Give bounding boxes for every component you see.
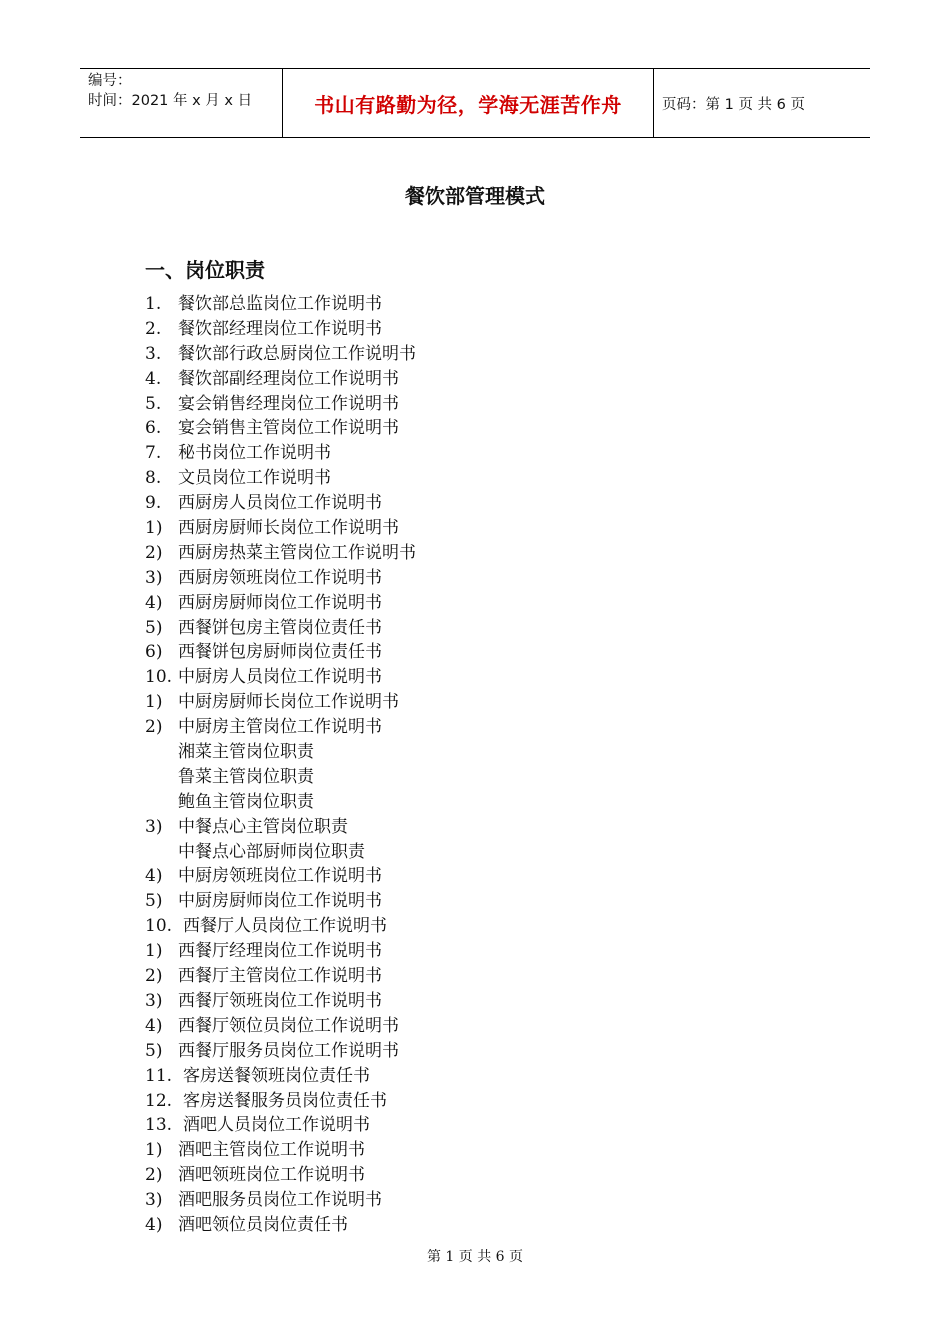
list-item-text: 西厨房热菜主管岗位工作说明书 bbox=[178, 542, 416, 563]
list-item-text: 西餐饼包房厨师岗位责任书 bbox=[178, 642, 382, 663]
list-item-number: 8. bbox=[145, 468, 162, 489]
list-item-number: 10. bbox=[145, 916, 173, 937]
list-item-text: 西餐饼包房主管岗位责任书 bbox=[178, 617, 382, 638]
list-item-number: 7. bbox=[145, 443, 162, 464]
header-motto: 书山有路勤为径，学海无涯苦作舟 bbox=[283, 69, 654, 137]
list-item-text: 西餐厅主管岗位工作说明书 bbox=[178, 966, 382, 987]
list-item-number: 11. bbox=[145, 1065, 173, 1086]
list-item-text: 西厨房领班岗位工作说明书 bbox=[178, 567, 382, 588]
list-item-number: 1. bbox=[145, 294, 162, 314]
list-item-text: 鲁菜主管岗位职责 bbox=[178, 766, 314, 787]
list-item-text: 酒吧主管岗位工作说明书 bbox=[178, 1140, 365, 1161]
list-item-number: 4) bbox=[145, 1214, 163, 1235]
list-item-number: 1) bbox=[145, 518, 163, 539]
list-item-number: 3) bbox=[145, 1190, 163, 1211]
list-item-number: 3. bbox=[145, 343, 162, 364]
list-item-number: 3) bbox=[145, 567, 163, 588]
date-label: 时间：2021 年 x 月 x 日 bbox=[88, 93, 253, 109]
list-item-text: 西厨房厨师岗位工作说明书 bbox=[178, 592, 382, 613]
document-title: 餐饮部管理模式 bbox=[405, 184, 545, 208]
list-item-number: 6) bbox=[145, 642, 163, 663]
list-item-text: 中厨房主管岗位工作说明书 bbox=[178, 717, 382, 738]
list-item-number: 3) bbox=[145, 990, 163, 1011]
list-item-text: 鲍鱼主管岗位职责 bbox=[178, 791, 314, 812]
list-item-number: 2) bbox=[145, 966, 163, 987]
list-item-text: 中餐点心部厨师岗位职责 bbox=[178, 841, 365, 862]
list-item-text: 西厨房厨师长岗位工作说明书 bbox=[178, 518, 399, 539]
list-item-number: 5. bbox=[145, 393, 162, 414]
list-item-text: 客房送餐领班岗位责任书 bbox=[183, 1065, 370, 1086]
list-item-number: 6. bbox=[145, 418, 162, 439]
list-item-text: 酒吧领位员岗位责任书 bbox=[178, 1214, 348, 1235]
section-title: 一、岗位职责 bbox=[145, 258, 265, 282]
list-item-text: 文员岗位工作说明书 bbox=[178, 468, 331, 489]
list-item-text: 西厨房人员岗位工作说明书 bbox=[178, 493, 382, 514]
list-item-number: 5) bbox=[145, 891, 163, 912]
list-item-text: 酒吧人员岗位工作说明书 bbox=[183, 1115, 370, 1136]
list-item-number: 1) bbox=[145, 1140, 163, 1161]
list-item-number: 13. bbox=[145, 1115, 173, 1136]
list-item-number: 2) bbox=[145, 717, 163, 738]
list-item-text: 客房送餐服务员岗位责任书 bbox=[183, 1090, 387, 1111]
list-item-text: 中厨房厨师长岗位工作说明书 bbox=[178, 692, 399, 713]
list-item-number: 2. bbox=[145, 318, 162, 339]
list-item-number: 2) bbox=[145, 1165, 163, 1186]
list-item-text: 酒吧服务员岗位工作说明书 bbox=[178, 1190, 382, 1211]
list-item-number: 12. bbox=[145, 1090, 173, 1111]
list-item-text: 餐饮部副经理岗位工作说明书 bbox=[178, 368, 399, 389]
list-item-text: 中厨房人员岗位工作说明书 bbox=[178, 667, 382, 688]
list-item-text: 西餐厅领班岗位工作说明书 bbox=[178, 990, 382, 1011]
list-item-number: 9. bbox=[145, 493, 162, 514]
list-item-text: 餐饮部总监岗位工作说明书 bbox=[178, 294, 382, 314]
page-header bbox=[80, 68, 870, 138]
list-item-number: 10. bbox=[145, 667, 173, 688]
list-item-number: 1) bbox=[145, 692, 163, 713]
list-item-number: 1) bbox=[145, 941, 163, 962]
id-label: 编号： bbox=[88, 73, 132, 89]
list-item-text: 酒吧领班岗位工作说明书 bbox=[178, 1165, 365, 1186]
list-item-text: 西餐厅服务员岗位工作说明书 bbox=[178, 1040, 399, 1061]
list-item-number: 4) bbox=[145, 866, 163, 887]
list-item-number: 2) bbox=[145, 542, 163, 563]
list-item-text: 宴会销售主管岗位工作说明书 bbox=[178, 418, 399, 439]
list-item-number: 5) bbox=[145, 617, 163, 638]
list-item-number: 3) bbox=[145, 816, 163, 837]
list-item-number: 4) bbox=[145, 1015, 163, 1036]
list-item-text: 西餐厅领位员岗位工作说明书 bbox=[178, 1015, 399, 1036]
list-item-text: 中餐点心主管岗位职责 bbox=[178, 816, 348, 837]
header-page-info: 页码：第 1 页 共 6 页 bbox=[662, 96, 805, 113]
list-item-text: 宴会销售经理岗位工作说明书 bbox=[178, 393, 399, 414]
list-item-text: 中厨房厨师岗位工作说明书 bbox=[178, 891, 382, 912]
page-footer: 第 1 页 共 6 页 bbox=[426, 1249, 524, 1265]
list-item-text: 餐饮部经理岗位工作说明书 bbox=[178, 318, 382, 339]
list-item-number: 4. bbox=[145, 368, 162, 389]
list-item-text: 秘书岗位工作说明书 bbox=[178, 443, 331, 464]
list-item-number: 4) bbox=[145, 592, 163, 613]
list-item-text: 湘菜主管岗位职责 bbox=[178, 742, 314, 763]
header-meta bbox=[80, 69, 283, 137]
list-item-number: 5) bbox=[145, 1040, 163, 1061]
list-item-text: 餐饮部行政总厨岗位工作说明书 bbox=[178, 343, 416, 364]
list-item-text: 西餐厅人员岗位工作说明书 bbox=[183, 916, 387, 937]
list-item-text: 中厨房领班岗位工作说明书 bbox=[178, 866, 382, 887]
list-item-text: 西餐厅经理岗位工作说明书 bbox=[178, 941, 382, 962]
